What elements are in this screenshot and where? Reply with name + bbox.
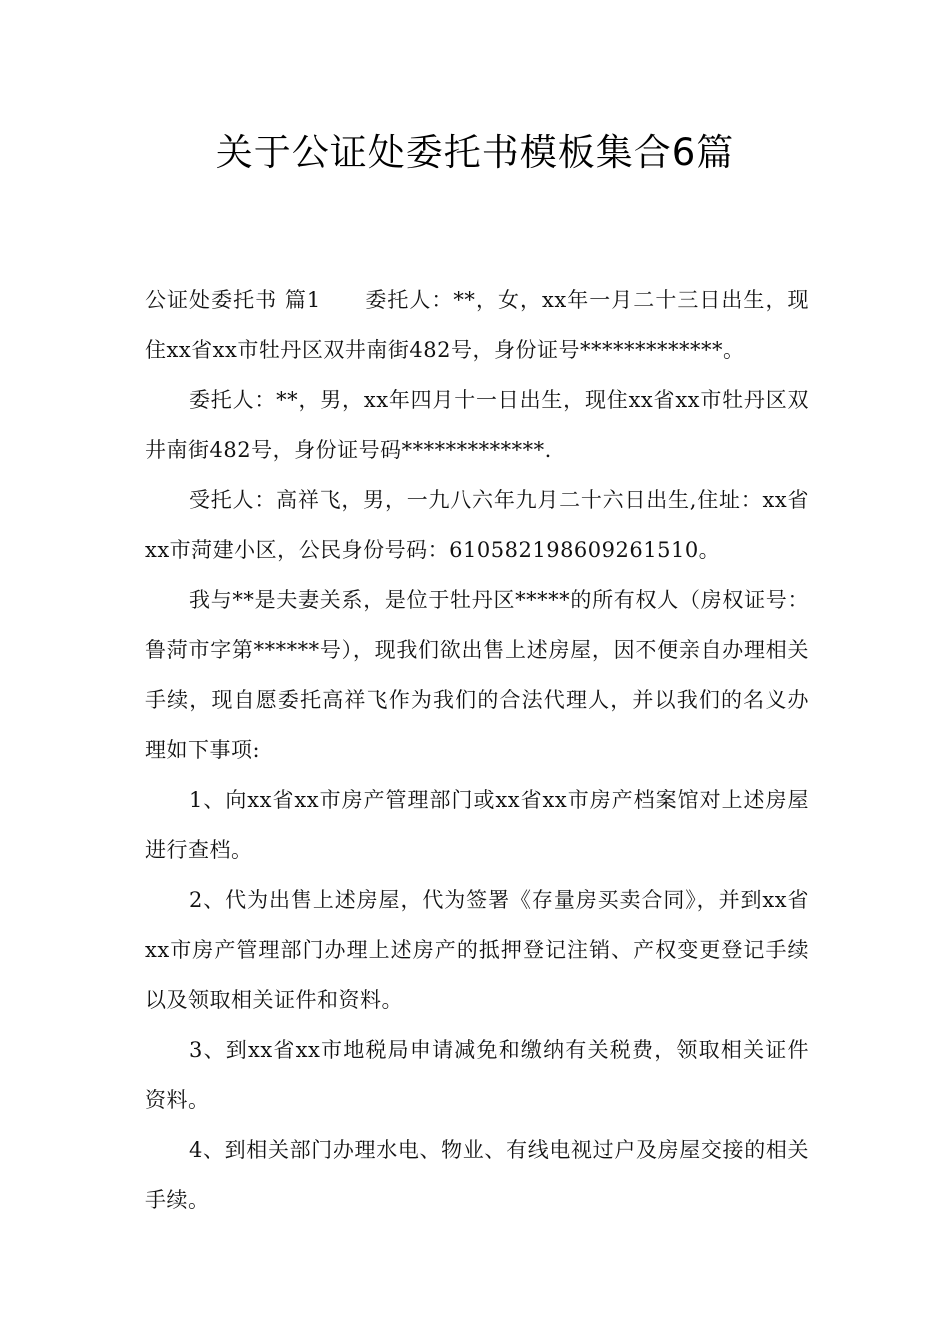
paragraph-5: 1、向xx省xx市房产管理部门或xx省xx市房产档案馆对上述房屋进行查档。 <box>145 788 809 862</box>
paragraph-6: 2、代为出售上述房屋，代为签署《存量房买卖合同》，并到xx省xx市房产管理部门办理上述房产的抵押登记注销、产权变更登记手续以及领取相关证件和资料。 <box>145 888 809 1012</box>
document-body <box>145 275 809 1225</box>
paragraph-8: 4、到相关部门办理水电、物业、有线电视过户及房屋交接的相关手续。 <box>145 1138 809 1212</box>
paragraph-2: 委托人：**，男，xx年四月十一日出生，现住xx省xx市牡丹区双井南街482号，身份证号码*************. <box>145 388 809 462</box>
paragraph-3: 受托人：高祥飞，男，一九八六年九月二十六日出生,住址：xx省xx市菏建小区，公民身份号码：610582198609261510。 <box>145 488 809 562</box>
paragraph-1: 公证处委托书 篇1 委托人：**，女，xx年一月二十三日出生，现住xx省xx市牡丹区双井南街482号，身份证号*************。 <box>145 288 809 362</box>
paragraph-7: 3、到xx省xx市地税局申请减免和缴纳有关税费，领取相关证件资料。 <box>145 1038 809 1112</box>
document-title: 关于公证处委托书模板集合6篇 <box>215 131 735 174</box>
paragraph-4: 我与**是夫妻关系，是位于牡丹区*****的所有权人（房权证号：鲁菏市字第******号），现我们欲出售上述房屋，因不便亲自办理相关手续，现自愿委托高祥飞作为我们的合法代理人，并以我们的名义办理如下事项: <box>145 588 809 762</box>
